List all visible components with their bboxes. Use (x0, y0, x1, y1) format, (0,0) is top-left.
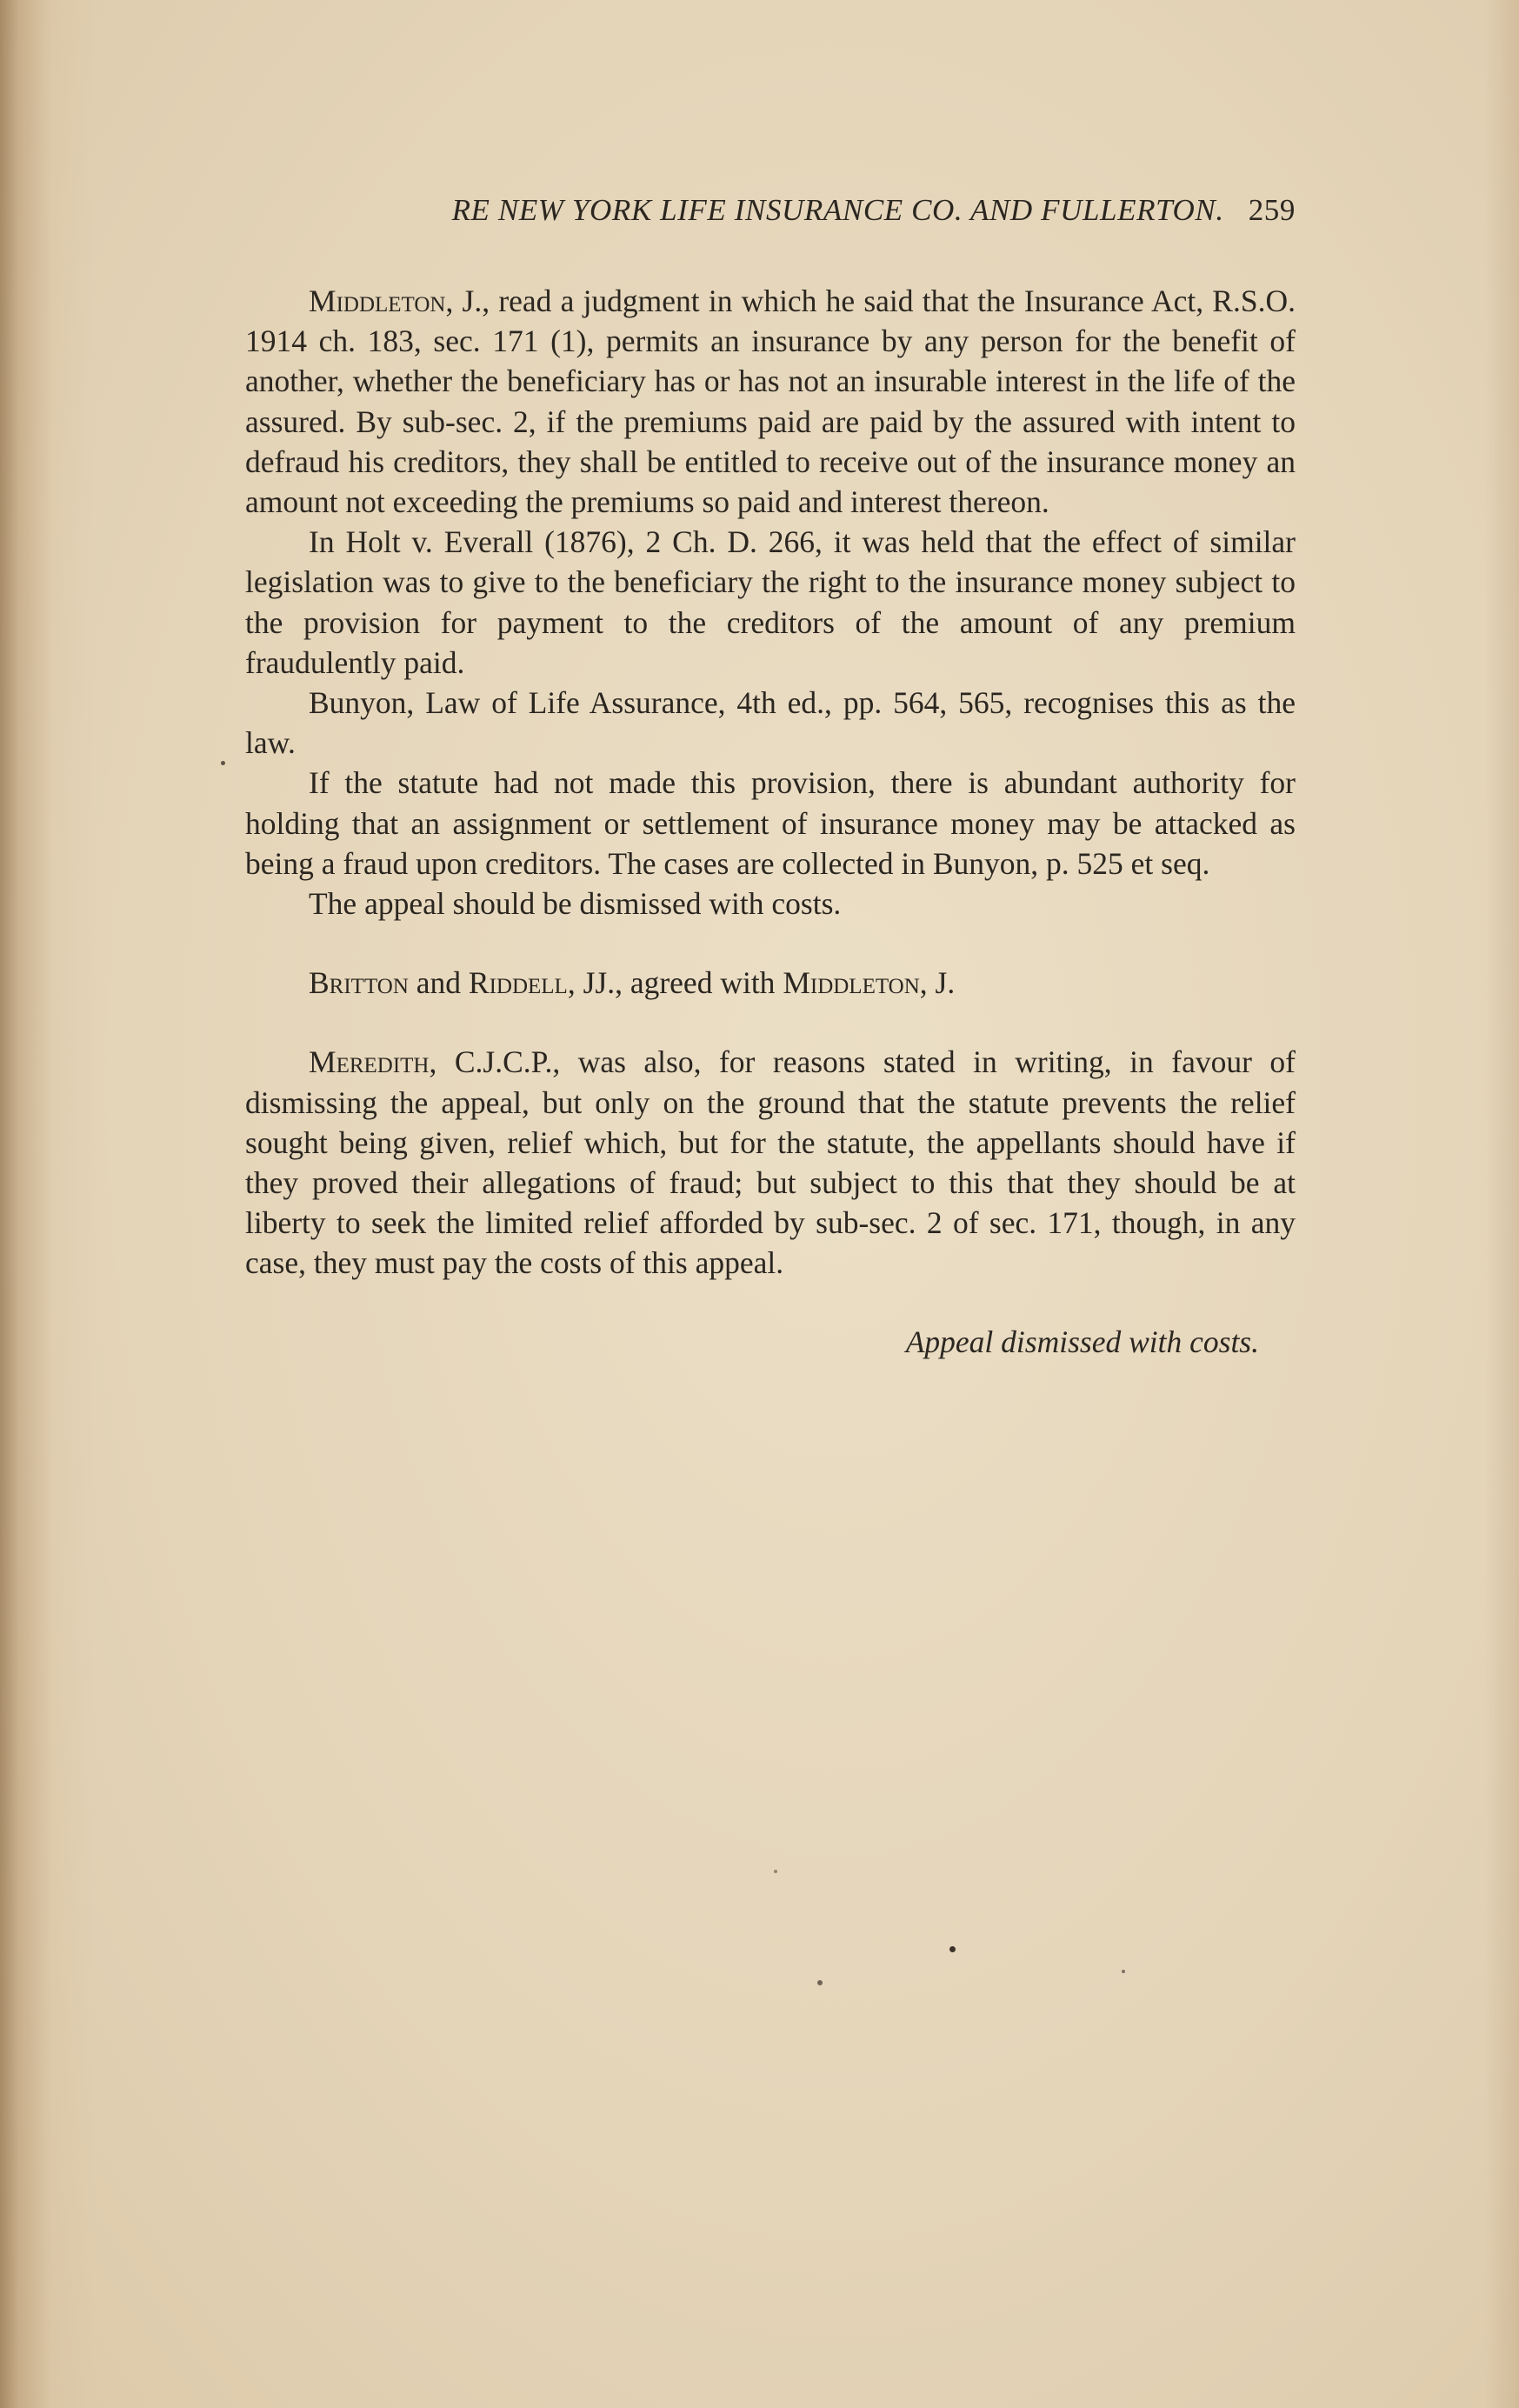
paragraph-concurrence (245, 963, 1296, 1003)
paragraph-holt-v-everall: In Holt v. Everall (1876), 2 Ch. D. 266, it was held that the effect of similar legislation was to give to the beneficiary the right to the insurance money subject to the provision for payment to the creditors of the amount of any premium fraudulently paid. (245, 524, 1296, 680)
decision-line: Appeal dismissed with costs. (905, 1324, 1259, 1359)
concurrence-end: , J. (919, 965, 956, 1001)
paragraph-appeal-dismissed: The appeal should be dismissed with costs. (309, 886, 842, 922)
book-page (245, 193, 1296, 1360)
concurrence-middle: , JJ., agreed with (567, 965, 783, 1001)
body-text (245, 281, 1296, 1284)
paper-speck (1122, 1970, 1125, 1973)
judge-name: Middleton (309, 283, 446, 318)
page-number: 259 (1248, 193, 1296, 227)
judge-name: Britton (309, 965, 409, 1001)
paragraph-middleton-judgment (245, 281, 1296, 522)
paper-speck (949, 1946, 956, 1952)
judge-name: Meredith (309, 1044, 430, 1080)
running-title: RE NEW YORK LIFE INSURANCE CO. AND FULLERTON. (451, 193, 1224, 227)
paper-speck (221, 761, 225, 765)
running-head (245, 193, 1296, 245)
judge-name: Middleton (783, 965, 920, 1001)
paragraph-bunyon-law: Bunyon, Law of Life Assurance, 4th ed., pp. 564, 565, recognises this as the law. (245, 685, 1296, 761)
judge-name: Riddell (468, 965, 568, 1001)
paragraph-text: , C.J.C.P., was also, for reasons stated in writing, in favour of dismissing the appeal, but only on the ground that the statute prevents the relief sought being given, relief which, but for the statute, the appellants should have if they proved their allegations of fraud; but subject to this that they should be at liberty to seek the limited relief afforded by sub-sec. 2 of sec. 171, though, in any case, they must pay the costs of this appeal. (245, 1044, 1296, 1281)
paper-speck (774, 1870, 777, 1873)
paragraph-statute-provision: If the statute had not made this provision, there is abundant authority for holding that an assignment or settlement of insurance money may be attacked as being a fraud upon creditors. The cases are collected in Bunyon, p. 525 et seq. (245, 765, 1296, 881)
paragraph-meredith-opinion (245, 1042, 1296, 1283)
paper-speck (817, 1980, 823, 1985)
concurrence-connector: and (408, 965, 469, 1001)
paragraph-text: , J., read a judgment in which he said that the Insurance Act, R.S.O. 1914 ch. 183, sec. 171 (1), permits an insurance by any person for the benefit of another, whether the beneficiary has or has not an insurable interest in the life of the assured. By sub-sec. 2, if the premiums paid are paid by the assured with intent to defraud his creditors, they shall be entitled to receive out of the insurance money an amount not exceeding the premiums so paid and interest thereon. (245, 283, 1296, 520)
